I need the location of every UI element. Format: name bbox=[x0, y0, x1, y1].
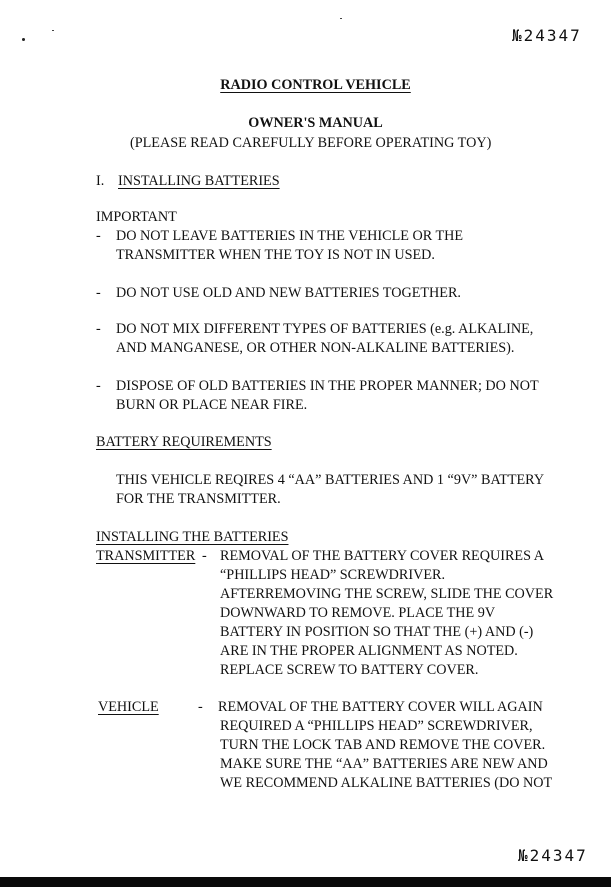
bullet-line: DO NOT LEAVE BATTERIES IN THE VEHICLE OR THE bbox=[116, 228, 464, 244]
document-subtitle: OWNER'S MANUAL bbox=[248, 115, 383, 131]
section-number: I. bbox=[96, 173, 105, 189]
bullet-line: DO NOT MIX DIFFERENT TYPES OF BATTERIES (e.g. ALKALINE, bbox=[116, 321, 534, 337]
transmitter-line: ARE IN THE PROPER ALIGNMENT AS NOTED. bbox=[220, 643, 518, 659]
transmitter-line: BATTERY IN POSITION SO THAT THE (+) AND (-) bbox=[220, 624, 534, 640]
battery-requirements-heading: BATTERY REQUIREMENTS bbox=[96, 434, 272, 450]
battery-requirements-line: FOR THE TRANSMITTER. bbox=[116, 491, 281, 507]
scan-speck bbox=[340, 18, 342, 19]
scan-speck bbox=[52, 30, 54, 31]
transmitter-line: REPLACE SCREW TO BATTERY COVER. bbox=[220, 662, 479, 678]
document-title: RADIO CONTROL VEHICLE bbox=[220, 77, 411, 93]
bullet-line: TRANSMITTER WHEN THE TOY IS NOT IN USED. bbox=[116, 247, 435, 263]
scan-speck bbox=[22, 38, 25, 41]
bullet-marker: - bbox=[96, 321, 101, 337]
document-number-stamp-top: №24347 bbox=[512, 26, 582, 45]
transmitter-line: “PHILLIPS HEAD” SCREWDRIVER. bbox=[220, 567, 446, 583]
section-heading: INSTALLING BATTERIES bbox=[118, 173, 280, 189]
transmitter-label: TRANSMITTER bbox=[96, 548, 196, 564]
vehicle-line: WE RECOMMEND ALKALINE BATTERIES (DO NOT bbox=[220, 775, 553, 791]
vehicle-line: REQUIRED A “PHILLIPS HEAD” SCREWDRIVER, bbox=[220, 718, 533, 734]
important-label: IMPORTANT bbox=[96, 209, 177, 225]
bullet-marker: - bbox=[96, 228, 101, 244]
transmitter-dash: - bbox=[202, 548, 207, 564]
bullet-line: DISPOSE OF OLD BATTERIES IN THE PROPER MANNER; DO NOT bbox=[116, 378, 539, 394]
transmitter-line: DOWNWARD TO REMOVE. PLACE THE 9V bbox=[220, 605, 496, 621]
vehicle-line: MAKE SURE THE “AA” BATTERIES ARE NEW AND bbox=[220, 756, 548, 772]
vehicle-label: VEHICLE bbox=[98, 699, 159, 715]
read-instruction: (PLEASE READ CAREFULLY BEFORE OPERATING TOY) bbox=[130, 135, 492, 151]
bullet-line: DO NOT USE OLD AND NEW BATTERIES TOGETHER. bbox=[116, 285, 461, 301]
scan-edge-bar bbox=[0, 877, 611, 887]
bullet-marker: - bbox=[96, 378, 101, 394]
bullet-marker: - bbox=[96, 285, 101, 301]
vehicle-line: REMOVAL OF THE BATTERY COVER WILL AGAIN bbox=[218, 699, 543, 715]
bullet-line: BURN OR PLACE NEAR FIRE. bbox=[116, 397, 308, 413]
transmitter-line: AFTERREMOVING THE SCREW, SLIDE THE COVER bbox=[220, 586, 554, 602]
vehicle-line: TURN THE LOCK TAB AND REMOVE THE COVER. bbox=[220, 737, 546, 753]
bullet-line: AND MANGANESE, OR OTHER NON-ALKALINE BATTERIES). bbox=[116, 340, 515, 356]
battery-requirements-line: THIS VEHICLE REQIRES 4 “AA” BATTERIES AND 1 “9V” BATTERY bbox=[116, 472, 545, 488]
document-number-stamp-bottom: №24347 bbox=[518, 846, 588, 865]
vehicle-dash: - bbox=[198, 699, 203, 715]
installing-heading: INSTALLING THE BATTERIES bbox=[96, 529, 289, 545]
transmitter-line: REMOVAL OF THE BATTERY COVER REQUIRES A bbox=[220, 548, 544, 564]
